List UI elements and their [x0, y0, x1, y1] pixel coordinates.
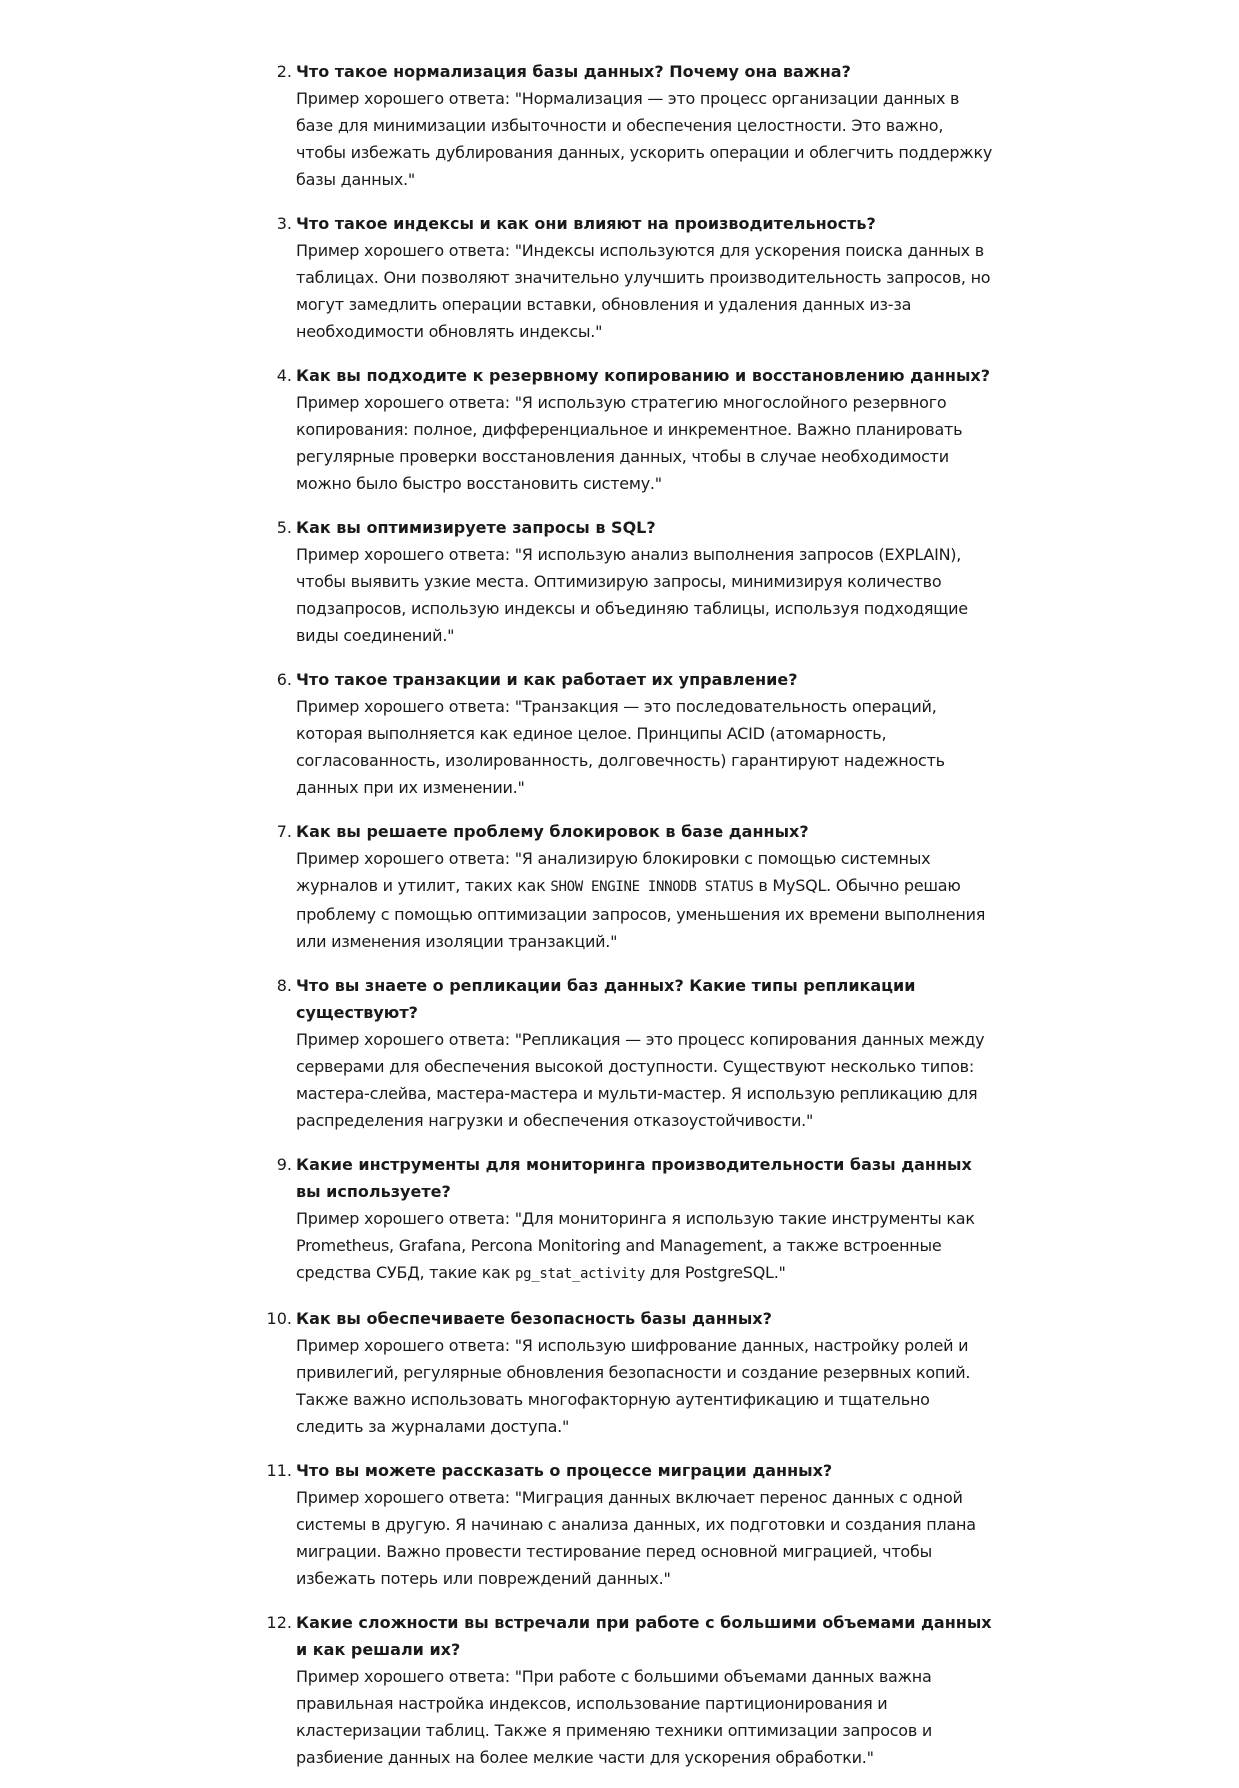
- answer-text: [296, 1026, 996, 1134]
- list-item: [266, 1457, 996, 1592]
- question-text: Как вы решаете проблему блокировок в базе данных?: [296, 822, 809, 841]
- question-text: Как вы оптимизируете запросы в SQL?: [296, 518, 656, 537]
- item-number: 4.: [276, 366, 292, 385]
- question-text: Что вы знаете о репликации баз данных? Какие типы репликации существуют?: [296, 976, 916, 1022]
- inline-code: SHOW ENGINE INNODB STATUS: [550, 879, 754, 895]
- answer-text: [296, 389, 996, 497]
- list-item: [276, 210, 996, 345]
- answer-text: [296, 1484, 996, 1592]
- answer-text: [296, 1332, 996, 1440]
- interview-questions-list: [266, 58, 996, 1788]
- item-number: 6.: [276, 670, 292, 689]
- question-text: Как вы обеспечиваете безопасность базы данных?: [296, 1309, 772, 1328]
- item-number: 2.: [276, 62, 292, 81]
- question-text: Что такое нормализация базы данных? Почему она важна?: [296, 62, 851, 81]
- inline-code: pg_stat_activity: [514, 1266, 646, 1282]
- question-text: Какие инструменты для мониторинга производительности базы данных вы используете?: [296, 1155, 972, 1201]
- list-item: [266, 1305, 996, 1440]
- list-item: [266, 1609, 996, 1771]
- item-number: 8.: [276, 976, 292, 995]
- answer-text: [296, 237, 996, 345]
- list-item: [276, 972, 996, 1134]
- item-number: 10.: [266, 1309, 292, 1328]
- answer-text-segment: в MySQL. Обычно решаю проблему с помощью оптимизации запросов, уменьшения их времени выполнения или изменения изоляции транзакций.": [296, 876, 986, 951]
- question-text: Какие сложности вы встречали при работе с большими объемами данных и как решали их?: [296, 1613, 992, 1659]
- list-item: [276, 362, 996, 497]
- answer-text: [296, 693, 996, 801]
- question-text: Что такое транзакции и как работает их управление?: [296, 670, 798, 689]
- question-text: Что такое индексы и как они влияют на производительность?: [296, 214, 876, 233]
- answer-text: [296, 541, 996, 649]
- item-number: 7.: [276, 822, 292, 841]
- list-item: [276, 58, 996, 193]
- question-text: Что вы можете рассказать о процессе миграции данных?: [296, 1461, 833, 1480]
- answer-text-segment: Пример хорошего ответа: "Миграция данных включает перенос данных с одной системы в другую. Я начинаю с анализа данных, их подготовки и создания плана миграции. Важно провести тестирование перед основной миграцией, чтобы избежать потерь или повреждений данных.": [296, 1488, 976, 1588]
- list-item: [276, 818, 996, 955]
- answer-text: [296, 1205, 996, 1288]
- answer-text: [296, 845, 996, 955]
- item-number: 12.: [266, 1613, 292, 1632]
- answer-text-segment: Пример хорошего ответа: "Я использую стратегию многослойного резервного копирования: полное, дифференциальное и инкрементное. Важно планировать регулярные проверки восстановления данных, чтобы в случае необходимости можно было быстро восстановить систему.": [296, 393, 963, 493]
- item-number: 11.: [266, 1461, 292, 1480]
- answer-text-segment: Пример хорошего ответа: "Репликация — это процесс копирования данных между серверами для обеспечения высокой доступности. Существуют несколько типов: мастера-слейва, мастера-мастера и мульти-мастер. Я использую репликацию для распределения нагрузки и обеспечения отказоустойчивости.": [296, 1030, 985, 1130]
- answer-text: [296, 1663, 996, 1771]
- list-item: [276, 1151, 996, 1288]
- item-number: 9.: [276, 1155, 292, 1174]
- answer-text-segment: для PostgreSQL.": [645, 1263, 786, 1282]
- list-item: [276, 514, 996, 649]
- answer-text-segment: Пример хорошего ответа: "Нормализация — это процесс организации данных в базе для минимизации избыточности и обеспечения целостности. Это важно, чтобы избежать дублирования данных, ускорить операции и облегчить поддержку базы данных.": [296, 89, 993, 189]
- item-number: 5.: [276, 518, 292, 537]
- answer-text-segment: Пример хорошего ответа: "Для мониторинга я использую такие инструменты как Prometheus, Grafana, Percona Monitoring and Management, а также встроенные средства СУБД, такие как: [296, 1209, 975, 1282]
- list-item: [276, 666, 996, 801]
- item-number: 3.: [276, 214, 292, 233]
- answer-text-segment: Пример хорошего ответа: "Я использую анализ выполнения запросов (EXPLAIN), чтобы выявить узкие места. Оптимизирую запросы, минимизируя количество подзапросов, использую индексы и объединяю таблицы, используя подходящие виды соединений.": [296, 545, 968, 645]
- answer-text: [296, 85, 996, 193]
- answer-text-segment: Пример хорошего ответа: "При работе с большими объемами данных важна правильная настройка индексов, использование партиционирования и кластеризации таблиц. Также я применяю техники оптимизации запросов и разбиение данных на более мелкие части для ускорения обработки.": [296, 1667, 932, 1767]
- answer-text-segment: Пример хорошего ответа: "Я использую шифрование данных, настройку ролей и привилегий, регулярные обновления безопасности и создание резервных копий. Также важно использовать многофакторную аутентификацию и тщательно следить за журналами доступа.": [296, 1336, 971, 1436]
- answer-text-segment: Пример хорошего ответа: "Индексы используются для ускорения поиска данных в таблицах. Они позволяют значительно улучшить производительность запросов, но могут замедлить операции вставки, обновления и удаления данных из-за необходимости обновлять индексы.": [296, 241, 991, 341]
- question-text: Как вы подходите к резервному копированию и восстановлению данных?: [296, 366, 991, 385]
- answer-text-segment: Пример хорошего ответа: "Транзакция — это последовательность операций, которая выполняется как единое целое. Принципы ACID (атомарность, согласованность, изолированность, долговечность) гарантируют надежность данных при их изменении.": [296, 697, 945, 797]
- answer-text-segment: Пример хорошего ответа: "Я анализирую блокировки с помощью системных журналов и утилит, таких как: [296, 849, 931, 895]
